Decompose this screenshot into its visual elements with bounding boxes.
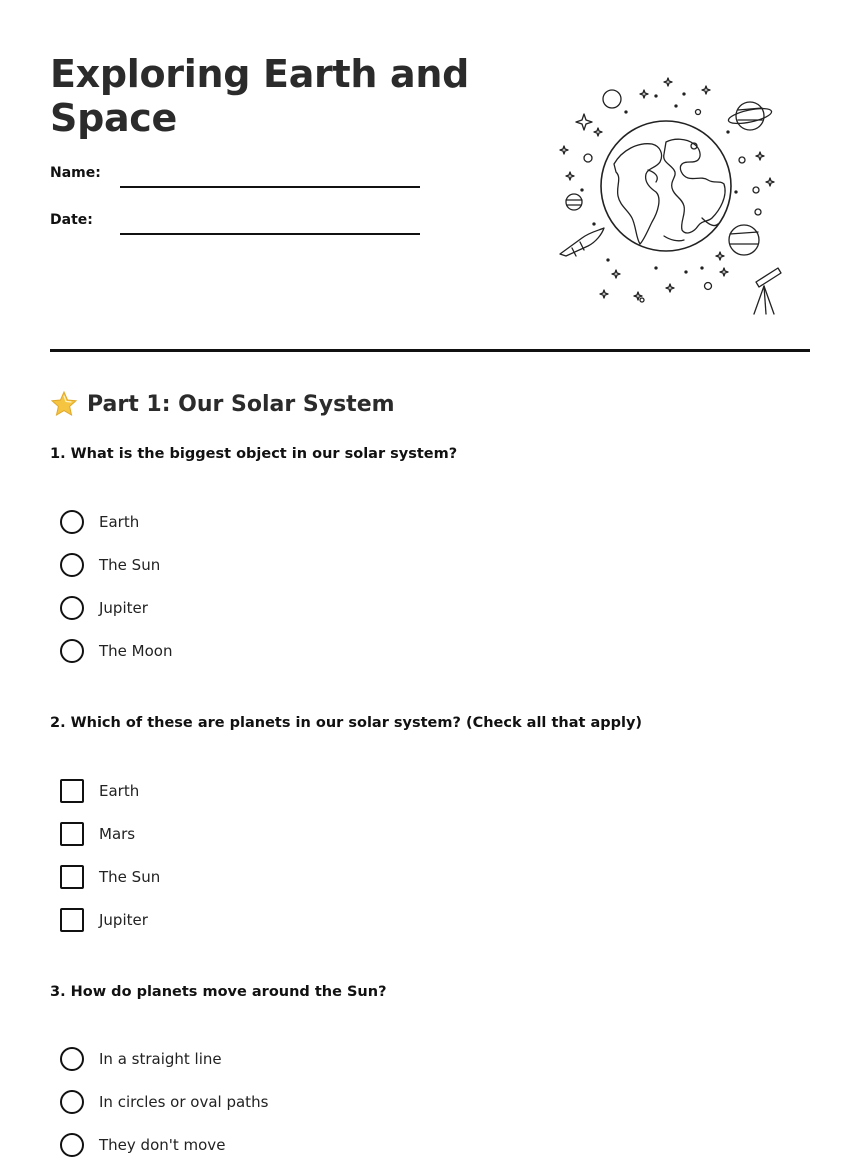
option-label: The Sun (99, 556, 161, 574)
radio-button[interactable] (60, 596, 84, 620)
question-3-option-dont-move[interactable] (60, 1132, 225, 1158)
question-1-option-the-sun[interactable] (60, 552, 160, 578)
option-label: Jupiter (99, 599, 148, 617)
radio-button[interactable] (60, 553, 84, 577)
option-label: In circles or oval paths (99, 1093, 269, 1111)
option-label: Earth (99, 782, 140, 800)
question-2-option-earth[interactable] (60, 778, 139, 804)
question-1-option-the-moon[interactable] (60, 638, 172, 664)
name-label: Name: (50, 165, 101, 181)
checkbox[interactable] (60, 865, 84, 889)
radio-button[interactable] (60, 510, 84, 534)
radio-button[interactable] (60, 639, 84, 663)
checkbox[interactable] (60, 822, 84, 846)
radio-button[interactable] (60, 1047, 84, 1071)
section-divider (50, 349, 810, 352)
question-2-option-mars[interactable] (60, 821, 135, 847)
checkbox[interactable] (60, 908, 84, 932)
option-label: The Sun (99, 868, 161, 886)
question-3-option-circles-oval[interactable] (60, 1089, 268, 1115)
section-title: Part 1: Our Solar System (87, 391, 395, 417)
question-1-text: 1. What is the biggest object in our solar system? (50, 446, 458, 462)
section-heading (50, 388, 395, 420)
question-3-option-straight-line[interactable] (60, 1046, 222, 1072)
option-label: In a straight line (99, 1050, 222, 1068)
earth-space-illustration (552, 72, 784, 318)
date-field[interactable] (120, 233, 420, 235)
name-field-row (50, 162, 422, 190)
option-label: Mars (99, 825, 136, 843)
question-2-option-the-sun[interactable] (60, 864, 160, 890)
question-2-option-jupiter[interactable] (60, 907, 148, 933)
question-3-text: 3. How do planets move around the Sun? (50, 984, 387, 1000)
question-2-text: 2. Which of these are planets in our solar system? (Check all that apply) (50, 715, 643, 731)
name-field[interactable] (120, 186, 420, 188)
star-icon (50, 390, 78, 418)
option-label: The Moon (99, 642, 173, 660)
checkbox[interactable] (60, 779, 84, 803)
date-field-row (50, 209, 422, 237)
option-label: Jupiter (99, 911, 148, 929)
date-label: Date: (50, 212, 93, 228)
page-title: Exploring Earth and Space (50, 52, 470, 140)
radio-button[interactable] (60, 1090, 84, 1114)
question-1-option-earth[interactable] (60, 509, 139, 535)
option-label: They don't move (99, 1136, 226, 1154)
radio-button[interactable] (60, 1133, 84, 1157)
question-1-option-jupiter[interactable] (60, 595, 148, 621)
option-label: Earth (99, 513, 140, 531)
